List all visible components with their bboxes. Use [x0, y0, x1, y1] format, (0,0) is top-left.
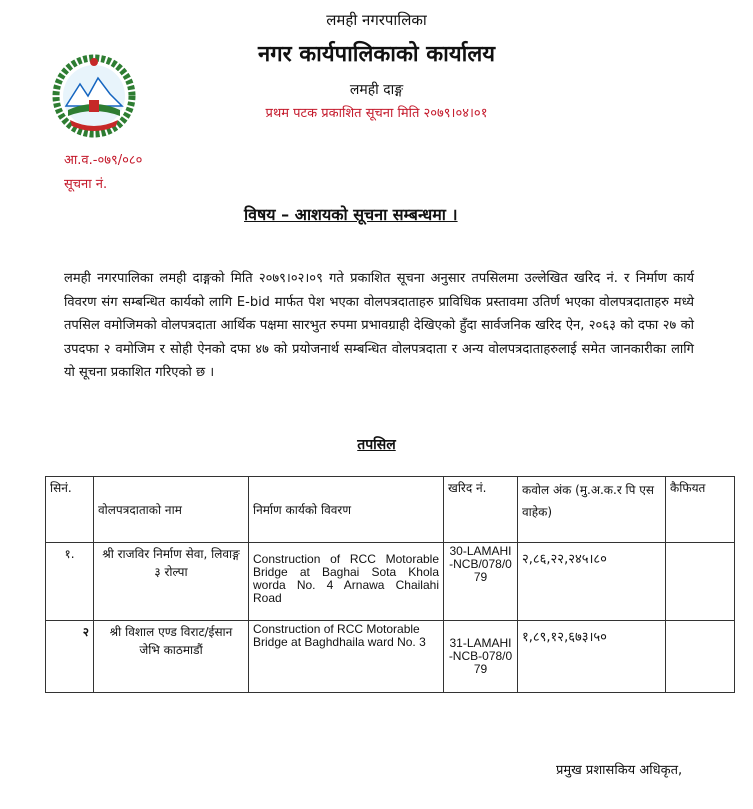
row-work: Construction of RCC Motorable Bridge at Baghai Sota Khola worda No. 4 Arnawa Chailahi Road	[249, 543, 444, 621]
row-procurement: 30-LAMAHI-NCB/078/079	[444, 543, 518, 621]
office-location: लमही दाङ्ग	[349, 82, 404, 98]
office-title: नगर कार्यपालिकाको कार्यालय	[258, 42, 495, 67]
header-remarks: कैफियत	[666, 477, 735, 543]
table-row	[46, 543, 735, 621]
row-sn: १.	[46, 543, 94, 621]
bid-table	[45, 476, 735, 693]
header-sn: सिनं.	[46, 477, 94, 543]
row-amount: १,८९,१२,६७३।५०	[518, 621, 666, 693]
table-row	[46, 621, 735, 693]
fiscal-year: आ.व.-०७९/०८०	[64, 153, 143, 168]
table-header-row	[46, 477, 735, 543]
signature-title: प्रमुख प्रशासकिय अधिकृत,	[556, 763, 683, 778]
header-work: निर्माण कार्यको विवरण	[249, 477, 444, 543]
header-procurement: खरिद नं.	[444, 477, 518, 543]
row-bidder: श्री विशाल एण्ड विराट/ईसान जेभि काठमाडौं	[94, 621, 249, 693]
nepal-emblem-logo	[52, 54, 136, 138]
publication-date: प्रथम पटक प्रकाशित सूचना मिति २०७९।०४।०१	[265, 106, 488, 121]
notice-body: लमही नगरपालिका लमही दाङ्गको मिति २०७९।०२।०९ गते प्रकाशित सूचना अनुसार तपसिलमा उल्लेखित खरिद नं. र निर्माण कार्य विवरण संग सम्बन्धित कार्यको लागि E-bid मार्फत पेश भएका वोलपत्रदाताहरु प्राविधिक प्रस्तावमा उतिर्ण भएका वोलपत्रदाताहरु मध्ये तपसिल वमोजिमको वोलपत्रदाता आर्थिक पक्षमा सारभुत रुपमा प्रभावग्राही देखिएको हुँदा सार्वजनिक खरिद ऐन, २०६३ को दफा २७ को उपदफा २ वमोजिम र सोही ऐनको दफा ४७ को प्रयोजनार्थ सम्बन्धित वोलपत्रदाता र अन्य वोलपत्रदाताहरुलाई समेत जानकारीका लागि यो सूचना प्रकाशित गरिएको छ ।	[64, 271, 694, 380]
notice-number: सूचना नं.	[64, 177, 108, 192]
row-work: Construction of RCC Motorable Bridge at Baghdhaila ward No. 3	[249, 621, 444, 693]
row-bidder: श्री राजविर निर्माण सेवा, लिवाङ्ग ३ रोल्पा	[94, 543, 249, 621]
header-amount: कवोल अंक (मु.अ.क.र पि एस वाहेक)	[518, 477, 666, 543]
header-bidder: वोलपत्रदाताको नाम	[94, 477, 249, 543]
subject-line: विषय – आशयको सूचना सम्बन्धमा ।	[244, 205, 458, 224]
row-procurement: 31-LAMAHI-NCB-078/079	[444, 621, 518, 693]
municipality-name: लमही नगरपालिका	[326, 11, 427, 29]
row-amount: २,८६,२२,२४५।८०	[518, 543, 666, 621]
row-remarks	[666, 543, 735, 621]
row-sn: २	[46, 621, 94, 693]
schedule-title: तपसिल	[357, 437, 396, 453]
row-remarks	[666, 621, 735, 693]
